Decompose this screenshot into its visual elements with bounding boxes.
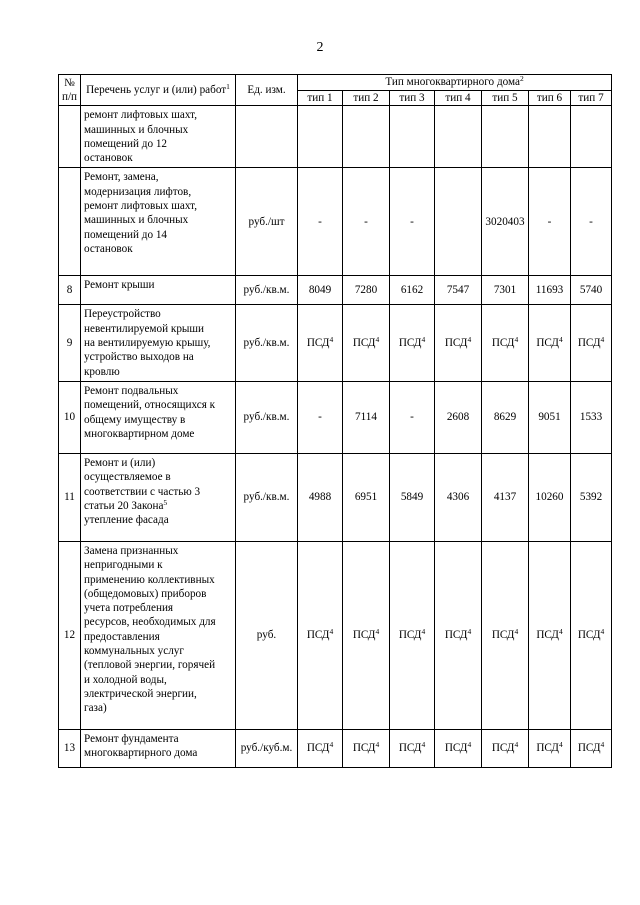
price-value: 5740 (579, 284, 603, 297)
price-cell-type-6 (529, 453, 571, 541)
price-value: ПСД (352, 629, 376, 642)
price-cell-type-1 (298, 381, 343, 453)
service-name-text: коммунальных услуг (84, 645, 184, 658)
column-header-type-4: тип 4 (435, 91, 482, 106)
price-value: ПСД (306, 337, 330, 350)
price-value: ПСД (398, 337, 422, 350)
unit-cell: руб./кв.м. (236, 276, 298, 305)
service-name-line (84, 587, 232, 601)
column-header-type-3: тип 3 (390, 91, 435, 106)
price-cell-type-5 (482, 729, 529, 767)
service-name-line (84, 485, 232, 499)
service-name-text: ремонт лифтовых шахт, (84, 200, 197, 213)
price-value: 5849 (400, 491, 424, 504)
service-name-line (84, 701, 232, 715)
table-header-row (59, 75, 612, 91)
unit-cell: руб./кв.м. (236, 453, 298, 541)
price-value: ПСД (444, 337, 468, 350)
price-cell-type-5 (482, 168, 529, 276)
footnote-mark: 4 (600, 740, 605, 750)
price-value: 8049 (308, 284, 332, 297)
price-cell-type-4 (435, 305, 482, 381)
price-cell-type-4 (435, 381, 482, 453)
price-value: 11693 (535, 284, 564, 297)
table-row (59, 168, 612, 276)
price-value: ПСД (577, 337, 601, 350)
price-cell-type-6 (529, 276, 571, 305)
price-value: ПСД (352, 337, 376, 350)
price-cell-type-2 (343, 106, 390, 168)
price-cell-type-4 (435, 729, 482, 767)
service-name-text: помещений до 12 (84, 137, 168, 150)
table-row (59, 106, 612, 168)
table-row (59, 305, 612, 381)
service-name-text: утепление фасада (84, 514, 169, 527)
price-cell-type-1 (298, 541, 343, 729)
price-value: - (410, 411, 414, 424)
price-value: 10260 (535, 491, 564, 504)
price-value: ПСД (536, 337, 559, 350)
service-name-text: Ремонт фундамента (84, 732, 179, 745)
table-row (59, 453, 612, 541)
number-header-line2: п/п (61, 91, 78, 104)
price-cell-type-4 (435, 276, 482, 305)
service-name-text: общему имуществу в (84, 413, 186, 426)
price-value: ПСД (306, 629, 330, 642)
service-name (81, 106, 236, 168)
price-cell-type-6 (529, 729, 571, 767)
service-name-text: применению коллективных (84, 573, 215, 586)
row-number: 12 (59, 541, 81, 729)
price-value: 4306 (446, 491, 470, 504)
price-value: ПСД (352, 742, 376, 755)
service-name-text: газа) (84, 702, 107, 715)
price-value: - (318, 215, 322, 228)
price-cell-type-2 (343, 305, 390, 381)
service-name-line (84, 513, 232, 527)
service-name-line (84, 544, 232, 558)
service-name-line (84, 322, 232, 336)
service-name-line (84, 644, 232, 658)
price-cell-type-3 (390, 453, 435, 541)
service-name-line (84, 108, 232, 122)
price-cell-type-4 (435, 453, 482, 541)
price-value: ПСД (444, 629, 468, 642)
price-value: 8629 (493, 411, 517, 424)
service-name-line (84, 151, 232, 165)
service-name-line (84, 573, 232, 587)
price-cell-type-7 (571, 305, 612, 381)
footnote-mark: 1 (226, 82, 230, 91)
price-value: 4988 (308, 491, 332, 504)
price-value: ПСД (491, 742, 515, 755)
column-header-type-5: тип 5 (482, 91, 529, 106)
service-name-line (84, 470, 232, 484)
price-value: ПСД (398, 629, 422, 642)
service-name-line (84, 242, 232, 256)
price-value: 7114 (355, 411, 377, 424)
service-name-line (84, 615, 232, 629)
service-name-text: Ремонт подвальных (84, 384, 179, 397)
price-value: ПСД (491, 629, 515, 642)
price-cell-type-3 (390, 381, 435, 453)
service-name-line (84, 123, 232, 137)
footnote-mark: 4 (558, 740, 563, 750)
price-cell-type-6 (529, 541, 571, 729)
price-value: ПСД (577, 629, 601, 642)
footnote-mark: 4 (421, 627, 426, 637)
price-cell-type-3 (390, 276, 435, 305)
service-name-text: помещений, относящихся к (84, 399, 216, 412)
price-cell-type-2 (343, 541, 390, 729)
service-name-text: остановок (84, 242, 133, 255)
service-name-line (84, 307, 232, 321)
service-name-text: статьи 20 Закона (84, 499, 164, 512)
service-name-line (84, 499, 232, 513)
service-name-text: Ремонт и (или) (84, 456, 156, 469)
service-name-line (84, 199, 232, 213)
number-header-line1: № (64, 76, 75, 89)
price-value: - (547, 215, 552, 228)
price-value: - (589, 215, 593, 228)
row-number: 10 (59, 381, 81, 453)
service-name-text: машинных и блочных (84, 214, 189, 227)
column-header-type-2: тип 2 (343, 91, 390, 106)
unit-cell: руб./шт (236, 168, 298, 276)
service-name-line (84, 456, 232, 470)
service-name-line (84, 427, 232, 441)
price-value: 2608 (446, 411, 470, 424)
service-name-text: (общедомовых) приборов (84, 587, 207, 600)
table-row (59, 276, 612, 305)
row-number (59, 168, 81, 276)
footnote-mark: 4 (375, 740, 380, 750)
price-cell-type-5 (482, 106, 529, 168)
footnote-mark: 4 (558, 335, 563, 345)
service-name-line (84, 137, 232, 151)
service-name-text: Ремонт крыши (84, 279, 155, 292)
footnote-mark: 4 (421, 335, 426, 345)
price-cell-type-5 (482, 453, 529, 541)
table-row (59, 541, 612, 729)
footnote-mark: 4 (600, 627, 605, 637)
service-name-text: невентилируемой крыши (84, 322, 205, 335)
service-name-text: модернизация лифтов, (84, 185, 192, 198)
service-name-line (84, 658, 232, 672)
service-name-text: помещений до 14 (84, 228, 168, 241)
price-cell-type-1 (298, 276, 343, 305)
price-cell-type-7 (571, 453, 612, 541)
service-name-line (84, 687, 232, 701)
price-value: ПСД (577, 742, 601, 755)
price-value: ПСД (444, 742, 468, 755)
row-number: 13 (59, 729, 81, 767)
service-name-text: предоставления (84, 630, 160, 643)
service-name (81, 305, 236, 381)
price-value: 9051 (538, 411, 561, 424)
price-cell-type-6 (529, 305, 571, 381)
footnote-mark: 4 (375, 335, 380, 345)
service-name-line (84, 278, 232, 292)
service-name-line (84, 336, 232, 350)
column-header-type-7: тип 7 (571, 91, 612, 106)
price-cell-type-1 (298, 106, 343, 168)
price-cell-type-7 (571, 729, 612, 767)
service-name-text: Переустройство (84, 308, 161, 321)
table-body (59, 106, 612, 768)
service-name-line (84, 630, 232, 644)
service-name-text: электрической энергии, (84, 687, 197, 700)
footnote-mark: 2 (520, 74, 524, 84)
price-cell-type-5 (482, 541, 529, 729)
row-number: 11 (59, 453, 81, 541)
footnote-mark: 4 (467, 627, 472, 637)
service-name-text: и холодной воды, (84, 673, 167, 686)
price-value: 7301 (493, 284, 517, 297)
footnote-mark: 4 (375, 627, 380, 637)
price-cell-type-2 (343, 729, 390, 767)
price-cell-type-7 (571, 276, 612, 305)
price-cell-type-4 (435, 106, 482, 168)
price-cell-type-5 (482, 276, 529, 305)
price-cell-type-6 (529, 381, 571, 453)
price-cell-type-7 (571, 168, 612, 276)
price-cell-type-3 (390, 305, 435, 381)
row-number: 8 (59, 276, 81, 305)
price-value: - (410, 215, 414, 228)
service-name-line (84, 601, 232, 615)
service-name-line (84, 350, 232, 364)
price-cell-type-5 (482, 381, 529, 453)
price-cell-type-7 (571, 381, 612, 453)
services-header-text: Перечень услуг и (или) работ (86, 84, 227, 96)
service-name-text: ремонт лифтовых шахт, (84, 109, 197, 122)
price-value: ПСД (491, 337, 515, 350)
page-number: 2 (316, 40, 324, 55)
price-cell-type-6 (529, 168, 571, 276)
price-cell-type-1 (298, 729, 343, 767)
unit-cell (236, 106, 298, 168)
price-cell-type-1 (298, 168, 343, 276)
building-type-header-text: Тип многоквартирного дома (385, 76, 520, 89)
service-name (81, 168, 236, 276)
price-value: 6162 (400, 284, 424, 297)
service-name-line (84, 384, 232, 398)
service-name-text: учета потребления (84, 602, 174, 615)
service-name-text: многоквартирного дома (84, 747, 198, 760)
column-header-type-1: тип 1 (298, 91, 343, 106)
price-cell-type-6 (529, 106, 571, 168)
service-name-line (84, 365, 232, 379)
service-name-text: машинных и блочных (84, 123, 189, 136)
service-name (81, 381, 236, 453)
row-number (59, 106, 81, 168)
service-name-text: (тепловой энергии, горячей (84, 659, 216, 672)
service-name (81, 729, 236, 767)
footnote-mark: 4 (467, 740, 472, 750)
service-name-line (84, 398, 232, 412)
footnote-mark: 5 (163, 497, 168, 507)
footnote-mark: 4 (467, 335, 472, 345)
service-name-line (84, 558, 232, 572)
service-name (81, 453, 236, 541)
price-value: 1533 (579, 411, 603, 424)
price-value: - (318, 411, 322, 424)
column-header-number (59, 75, 81, 106)
price-value: ПСД (398, 742, 422, 755)
service-name-line (84, 228, 232, 242)
price-value: 4137 (493, 491, 517, 504)
price-cell-type-5 (482, 305, 529, 381)
service-name-line (84, 673, 232, 687)
price-value: ПСД (306, 742, 330, 755)
price-cell-type-2 (343, 381, 390, 453)
price-cell-type-3 (390, 106, 435, 168)
service-name-text: непригодными к (84, 559, 163, 572)
price-cell-type-1 (298, 453, 343, 541)
unit-cell: руб. (236, 541, 298, 729)
column-header-services (81, 75, 236, 106)
services-table (58, 74, 612, 768)
service-name-text: остановок (84, 152, 133, 165)
service-name (81, 541, 236, 729)
service-name-line (84, 185, 232, 199)
unit-cell: руб./кв.м. (236, 305, 298, 381)
service-name-text: ресурсов, необходимых для (84, 616, 216, 629)
service-name-text: на вентилируемую крышу, (84, 337, 211, 350)
footnote-mark: 4 (514, 627, 519, 637)
footnote-mark: 4 (514, 335, 519, 345)
price-cell-type-4 (435, 541, 482, 729)
price-cell-type-2 (343, 168, 390, 276)
price-cell-type-7 (571, 541, 612, 729)
price-value: 5392 (579, 491, 603, 504)
service-name-text: соответствии с частью 3 (84, 485, 201, 498)
price-cell-type-3 (390, 729, 435, 767)
service-name-text: осуществляемое в (84, 471, 171, 484)
price-cell-type-3 (390, 541, 435, 729)
service-name-text: устройство выходов на (84, 351, 194, 364)
price-cell-type-1 (298, 305, 343, 381)
price-value: 3020403 (485, 215, 525, 228)
service-name-line (84, 732, 232, 746)
table-row (59, 729, 612, 767)
column-header-type-6: тип 6 (529, 91, 571, 106)
price-value: 7280 (354, 284, 378, 297)
footnote-mark: 4 (558, 627, 563, 637)
service-name-text: Ремонт, замена, (84, 171, 159, 184)
price-value: ПСД (536, 742, 559, 755)
service-name-line (84, 213, 232, 227)
footnote-mark: 4 (600, 335, 605, 345)
price-cell-type-2 (343, 276, 390, 305)
row-number: 9 (59, 305, 81, 381)
price-value: - (364, 215, 368, 228)
unit-cell: руб./кв.м. (236, 381, 298, 453)
service-name-text: кровлю (84, 365, 120, 378)
service-name-line (84, 746, 232, 760)
price-cell-type-3 (390, 168, 435, 276)
price-value: 6951 (354, 491, 378, 504)
service-name-line (84, 170, 232, 184)
footnote-mark: 4 (329, 335, 334, 345)
service-name-text: многоквартирном доме (84, 427, 195, 440)
footnote-mark: 4 (514, 740, 519, 750)
price-cell-type-2 (343, 453, 390, 541)
service-name-text: Замена признанных (84, 544, 179, 557)
column-header-unit: Ед. изм. (236, 75, 298, 106)
footnote-mark: 4 (329, 627, 334, 637)
price-cell-type-4 (435, 168, 482, 276)
price-value: 7547 (446, 284, 470, 297)
service-name (81, 276, 236, 305)
table-row (59, 381, 612, 453)
footnote-mark: 4 (421, 740, 426, 750)
unit-cell: руб./куб.м. (236, 729, 298, 767)
footnote-mark: 4 (329, 740, 334, 750)
price-cell-type-7 (571, 106, 612, 168)
service-name-line (84, 413, 232, 427)
price-value: ПСД (536, 629, 559, 642)
column-header-building-type (298, 75, 612, 91)
